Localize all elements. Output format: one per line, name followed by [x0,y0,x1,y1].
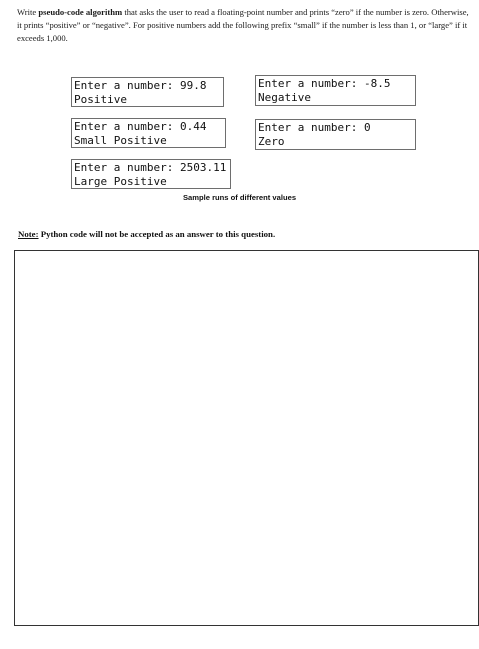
note [18,229,275,239]
note-text: Python code will not be accepted as an answer to this question. [38,229,276,239]
sample-run-output: Positive [74,93,127,106]
sample-run-4 [255,119,416,150]
question-bold-phrase: pseudo-code algorithm [38,7,123,17]
sample-run-output: Large Positive [74,175,167,188]
sample-run-2 [255,75,416,106]
sample-run-output: Zero [258,135,285,148]
sample-run-prompt: Enter a number: 0 [258,121,371,134]
question-text [17,6,475,45]
answer-box[interactable] [14,250,479,626]
sample-run-prompt: Enter a number: 2503.11 [74,161,227,174]
sample-run-output: Small Positive [74,134,167,147]
sample-runs-caption: Sample runs of different values [182,193,297,202]
sample-run-prompt: Enter a number: 0.44 [74,120,207,133]
sample-run-3 [71,118,226,148]
note-label: Note: [18,229,39,239]
sample-run-1 [71,77,224,107]
sample-run-prompt: Enter a number: -8.5 [258,77,391,90]
sample-run-output: Negative [258,91,311,104]
question-part2: that asks the user to read a floating-point number and prints “zero” if the number is zero. Otherwise, it prints “positive” or “negative”. For positive numbers add the following prefix “small” if the number is less than 1, or “large” if it exceeds 1,000. [17,7,469,43]
sample-run-5 [71,159,231,189]
question-part1: Write [17,7,39,17]
sample-run-prompt: Enter a number: 99.8 [74,79,207,92]
